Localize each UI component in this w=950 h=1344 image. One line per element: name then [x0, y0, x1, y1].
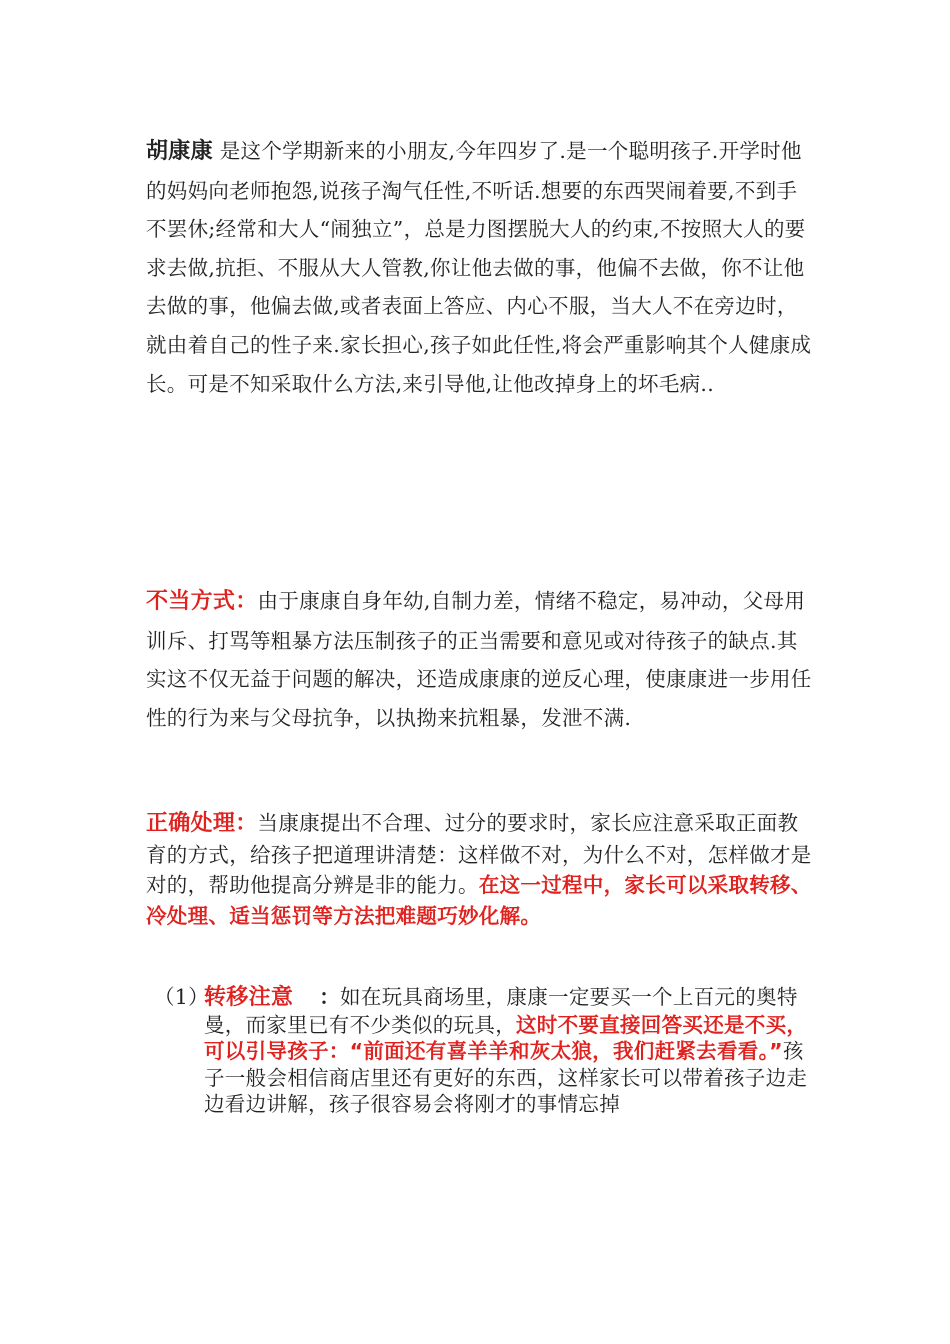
- improper-label: 不当方式：: [146, 589, 258, 614]
- child-name: 胡康康: [146, 139, 213, 164]
- correct-highlight: 在这一过程中，家长可以采取转移、冷处理、适当惩罚等方法把难题巧妙化解。: [146, 873, 812, 928]
- intro-text: 是这个学期新来的小朋友,今年四岁了.是一个聪明孩子.开学时他的妈妈向老师抱怨,说孩子淘气任性,不听话.想要的东西哭闹着要,不到手不罢休;经常和大人“闹独立”，总是力图摆脱大人的约束,不按照大人的要求去做,抗拒、不服从大人管教,你让他去做的事，他偏不去做，你不让他去做的事，他偏去做,或者表面上答应、内心不服，当大人不在旁边时，就由着自己的性子来.家长担心,孩子如此任性,将会严重影响其个人健康成长。可是不知采取什么方法,来引导他,让他改掉身上的坏毛病..: [146, 139, 812, 396]
- item-body: [204, 984, 816, 1118]
- item-highlight: 这时不要直接回答买还是不买，可以引导孩子：“前面还有喜羊羊和灰太狼，我们赶紧去看看。”: [204, 1012, 808, 1063]
- intro-paragraph: [146, 132, 816, 403]
- item-text-b: 孩子一般会相信商店里还有更好的东西，这样家长可以带着孩子边走边看边讲解，孩子很容易会将刚才的事情忘掉: [204, 1039, 808, 1116]
- improper-paragraph: [146, 582, 816, 737]
- correct-label: 正确处理：: [146, 811, 258, 836]
- item-colon: ：: [319, 985, 341, 1009]
- correct-text: 当康康提出不合理、过分的要求时，家长应注意采取正面教育的方式，给孩子把道理讲清楚：这样做不对，为什么不对，怎样做才是对的，帮助他提高分辨是非的能力。: [146, 811, 812, 897]
- item-title: 转移注意: [204, 985, 294, 1010]
- correct-paragraph: [146, 808, 816, 931]
- item-number: （1）: [154, 985, 209, 1009]
- item-text-a: 如在玩具商场里，康康一定要买一个上百元的奥特曼，而家里已有不少类似的玩具，: [204, 985, 798, 1037]
- improper-text: 由于康康自身年幼,自制力差，情绪不稳定，易冲动，父母用训斥、打骂等粗暴方法压制孩子的正当需要和意见或对待孩子的缺点.其实这不仅无益于问题的解决，还造成康康的逆反心理，使康康进一步用任性的行为来与父母抗争，以执拗来抗粗暴，发泄不满.: [146, 589, 812, 730]
- list-item-transfer-attention: [146, 984, 816, 1118]
